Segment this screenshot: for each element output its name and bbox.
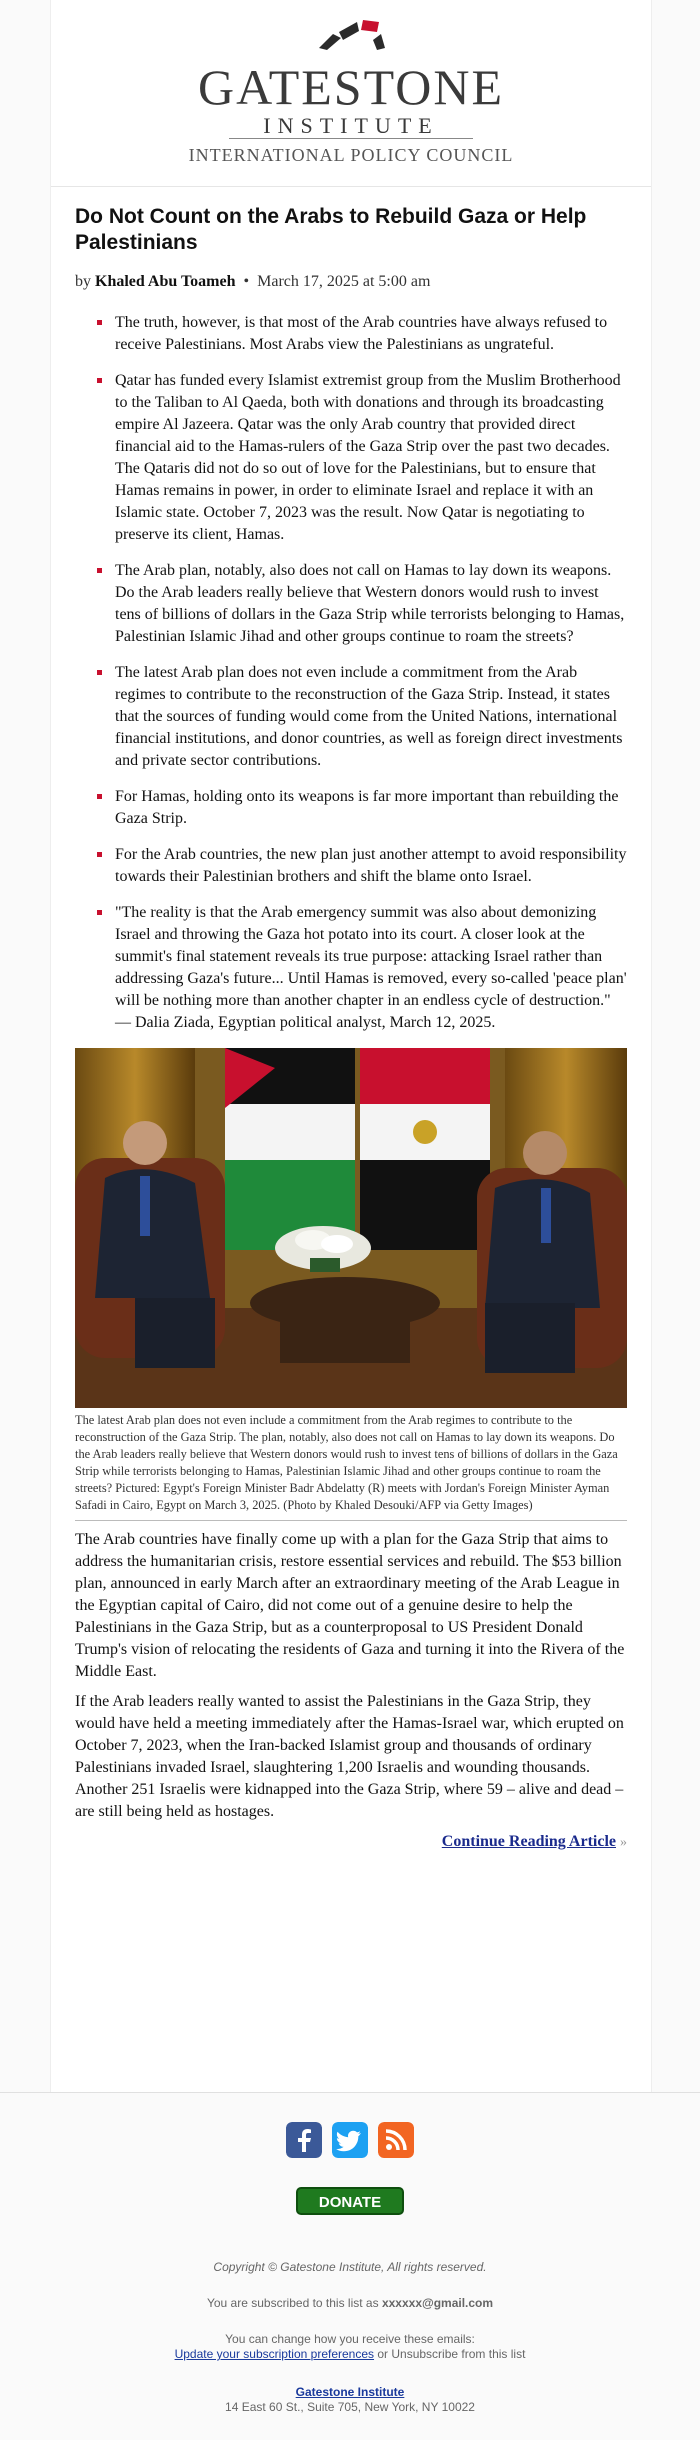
key-point (75, 560, 627, 648)
unsubscribe-text[interactable]: or Unsubscribe from this list (374, 2347, 526, 2361)
key-point-text: The latest Arab plan does not even include a commitment from the Arab regimes to contribute to the reconstruction of the Gaza Strip. Instead, it states that the sources of funding would come from the United Nations, international financial institutions, and donor countries, as well as foreign direct investments and private sector contributions. (115, 664, 623, 769)
key-point-text: The Arab plan, notably, also does not call on Hamas to lay down its weapons. Do the Arab leaders really believe that Western donors would rush to invest tens of billions of dollars in the Gaza Strip while terrorists belonging to Hamas, Palestinian Islamic Jihad and other groups continue to roam the streets? (115, 562, 625, 645)
key-point (75, 662, 627, 772)
key-point-text: "The reality is that the Arab emergency summit was also about demonizing Israel and throwing the Gaza hot potato into its court. A closer look at the summit's final statement reveals its true purpose: attacking Israel rather than addressing Gaza's future... Until Hamas is removed, every so-called 'peace plan' will be nothing more than another chapter in an endless cycle of destruction." — Dalia Ziada, Egyptian political analyst, March 12, 2025. (115, 904, 627, 1031)
copyright: Copyright © Gatestone Institute, All rights reserved. (213, 2260, 487, 2274)
logo-wordmark[interactable]: GATESTONE (198, 59, 504, 115)
bullet-square-icon (97, 320, 102, 325)
rss-icon[interactable] (378, 2122, 414, 2158)
photo-caption: The latest Arab plan does not even include a commitment from the Arab regimes to contribute to the reconstruction of the Gaza Strip. The plan, notably, also does not call on Hamas to lay down its weapons. Do the Arab leaders really believe that Western donors would rush to invest tens of billions of dollars in the Gaza Strip while terrorists belonging to Hamas, Palestinian Islamic Jihad and other groups continue to roam the streets? Pictured: Egypt's Foreign Minister Badr Abdelatty (R) meets with Jordan's Foreign Minister Ayman Safadi in Cairo, Egypt on March 3, 2025. (Photo by Khaled Desouki/AFP via Getty Images) (75, 1412, 627, 1521)
subscription-note (0, 2296, 700, 2311)
chevron-right-icon: » (620, 1835, 627, 1850)
key-point (75, 312, 627, 356)
egypt-flag (360, 1048, 490, 1250)
bullet-square-icon (97, 794, 102, 799)
bullet-square-icon (97, 568, 102, 573)
key-point (75, 786, 627, 830)
bullet-square-icon (97, 378, 102, 383)
jordan-flag (225, 1048, 355, 1250)
byline (75, 272, 627, 292)
continue-reading (75, 1833, 627, 1851)
key-point-text: Qatar has funded every Islamist extremist group from the Muslim Brotherhood to the Taliban to Al Qaeda, both with donations and through its broadcasting empire Al Jazeera. Qatar was the only Arab country that provided direct financial aid to the Hamas-rulers of the Gaza Strip over the past two decades. The Qataris did not do so out of love for the Palestinians, but to ensure that Hamas remains in power, in order to eliminate Israel and replace it with an Islamic state. October 7, 2023 was the result. Now Qatar is negotiating to preserve its client, Hamas. (115, 372, 621, 543)
byline-prefix: by (75, 273, 91, 290)
footer-divider (0, 2092, 700, 2093)
byline-separator: • (243, 273, 250, 290)
article-title[interactable]: Do Not Count on the Arabs to Rebuild Gaza or Help Palestinians (75, 205, 587, 254)
article-photo[interactable] (75, 1048, 627, 1408)
bullet-square-icon (97, 852, 102, 857)
change-note: You can change how you receive these emails: (225, 2332, 475, 2346)
gatestone-logo-mark-icon (51, 20, 651, 50)
bullet-square-icon (97, 670, 102, 675)
org-name-line (0, 2385, 700, 2400)
continue-reading-link[interactable]: Continue Reading Article (441, 1833, 616, 1850)
logo-subtitle: INSTITUTE (263, 113, 439, 138)
key-point (75, 902, 627, 1034)
key-point-text: For the Arab countries, the new plan just another attempt to avoid responsibility towards their Palestinian brothers and shift the blame onto Israel. (115, 846, 627, 885)
donate-button[interactable]: DONATE (296, 2187, 404, 2215)
subscriber-email: xxxxxx@gmail.com (381, 2296, 494, 2310)
key-point-text: For Hamas, holding onto its weapons is far more important than rebuilding the Gaza Strip. (115, 788, 619, 827)
facebook-icon[interactable] (286, 2122, 322, 2158)
author-name[interactable]: Khaled Abu Toameh (95, 273, 236, 290)
preferences-line (0, 2347, 700, 2362)
org-address: 14 East 60 St., Suite 705, New York, NY 10022 (225, 2400, 475, 2414)
org-name-link[interactable]: Gatestone Institute (295, 2385, 405, 2399)
email-card (50, 0, 652, 2092)
header (51, 0, 651, 187)
article-paragraph: If the Arab leaders really wanted to assist the Palestinians in the Gaza Strip, they would have held a meeting immediately after the Hamas-Israel war, which erupted on October 7, 2023, when the Iran-backed Islamist group and thousands of ordinary Palestinians invaded Israel, slaughtering 1,200 Israelis and wounding thousands. Another 251 Israelis were kidnapped into the Gaza Strip, where 59 – alive and dead – are still being held as hostages. (75, 1693, 624, 1820)
key-point (75, 370, 627, 546)
twitter-icon[interactable] (332, 2122, 368, 2158)
photo-scene (75, 1048, 627, 1408)
article-paragraph: The Arab countries have finally come up with a plan for the Gaza Strip that aims to address the humanitarian crisis, restore essential services and rebuild. The $53 billion plan, announced in early March after an extraordinary meeting of the Arab League in the Egyptian capital of Cairo, did not come out of a genuine desire to help the Palestinians in the Gaza Strip, but as a counterproposal to US President Donald Trump's vision of relocating the residents of Gaza and turning it into the Rivera of the Middle East. (75, 1531, 625, 1680)
subscription-prefix: You are subscribed to this list as (206, 2296, 379, 2310)
key-point-text: The truth, however, is that most of the Arab countries have always refused to receive Palestinians. Most Arabs view the Palestinians as ungrateful. (115, 314, 608, 353)
publish-date: March 17, 2025 at 5:00 am (257, 273, 431, 290)
bullet-square-icon (97, 910, 102, 915)
logo-tagline: INTERNATIONAL POLICY COUNCIL (188, 145, 514, 165)
article (75, 186, 627, 1851)
update-preferences-link[interactable]: Update your subscription preferences (174, 2347, 375, 2361)
logo-divider (229, 138, 473, 139)
key-point (75, 844, 627, 888)
key-points-list (75, 312, 627, 1034)
